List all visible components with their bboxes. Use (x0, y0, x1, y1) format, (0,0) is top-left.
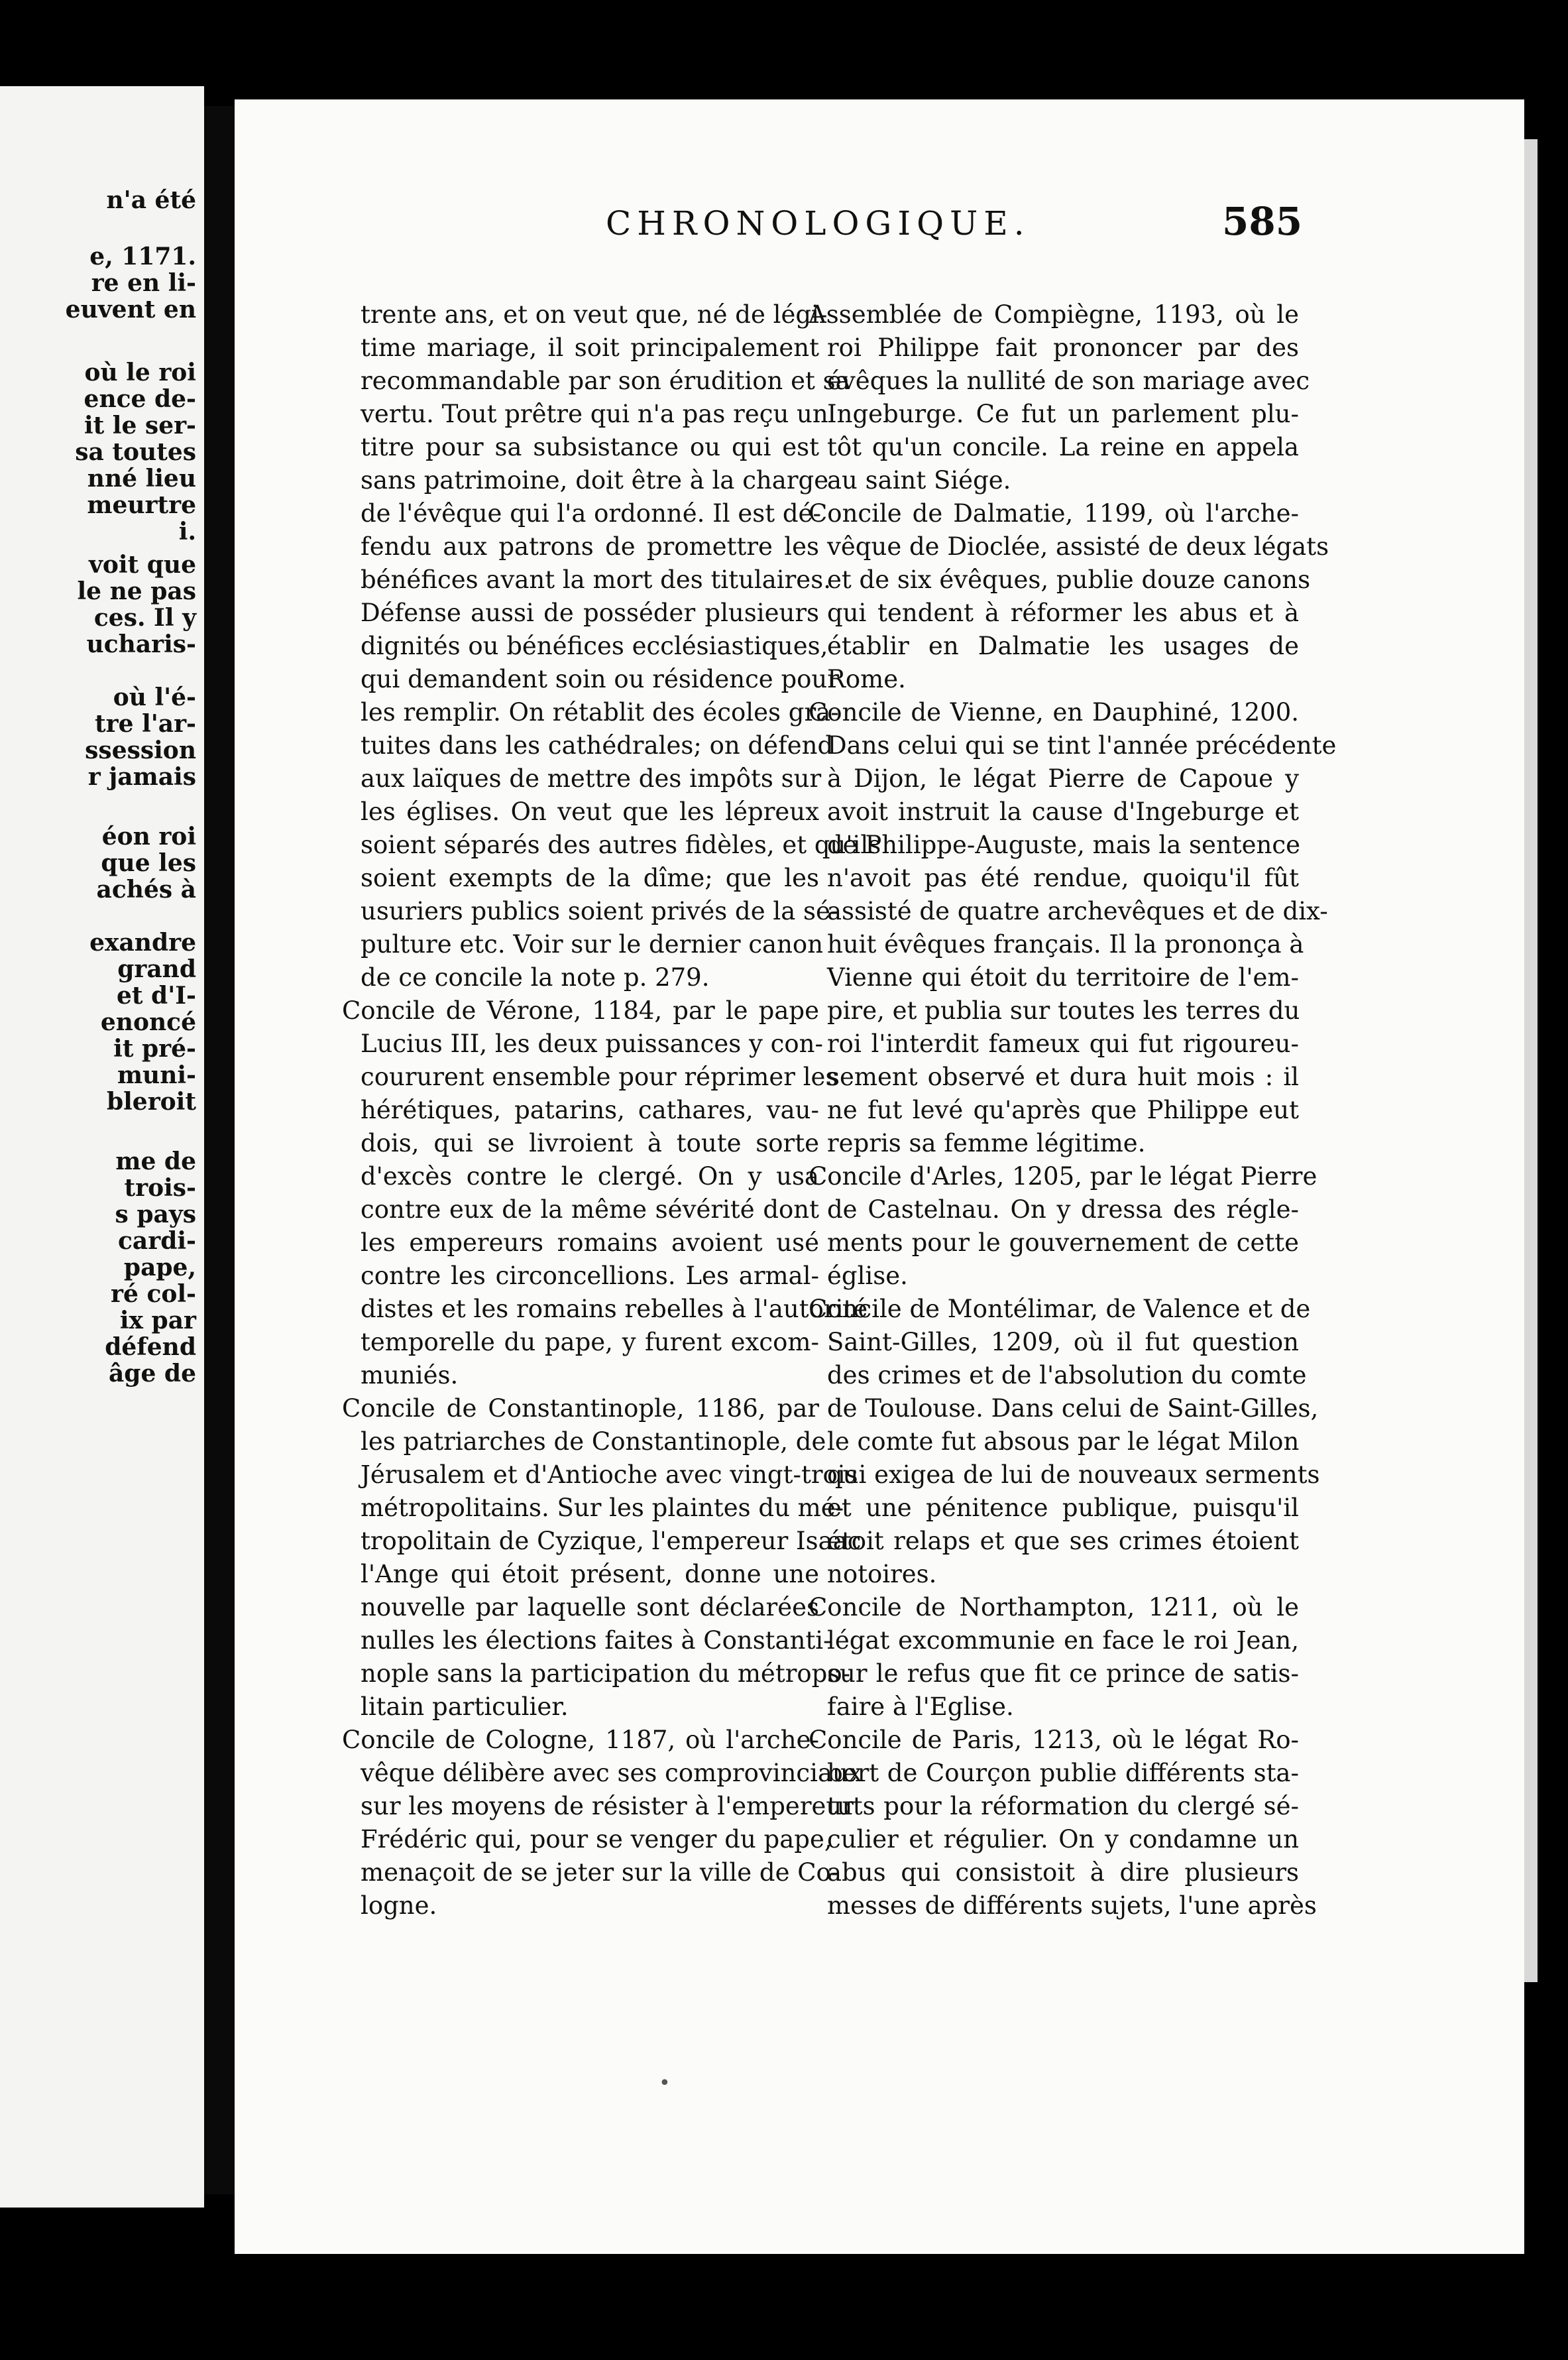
text-line: d'excès contre le clergé. On y usa (361, 1162, 819, 1191)
text-line: culier et régulier. On y condamne un (827, 1825, 1299, 1854)
left-page-fragment: grand (117, 955, 196, 983)
text-line: repris sa femme légitime. (827, 1129, 1146, 1157)
text-line: Concile d'Arles, 1205, par le légat Pierre (809, 1162, 1317, 1191)
text-line: notoires. (827, 1560, 937, 1588)
text-line: de Castelnau. On y dressa des régle- (827, 1195, 1299, 1224)
left-page-fragment: tre l'ar- (95, 710, 196, 738)
text-line: sans patrimoine, doit être à la charge (361, 466, 829, 495)
text-line: Ingeburge. Ce fut un parlement plu- (827, 400, 1299, 428)
text-line: nouvelle par laquelle sont déclarées (361, 1593, 819, 1622)
left-page-fragment: re en li- (91, 269, 196, 297)
text-line: vertu. Tout prêtre qui n'a pas reçu un (361, 400, 828, 428)
text-line: église. (827, 1262, 908, 1290)
left-page-fragment: muni- (117, 1061, 196, 1089)
text-line: tropolitain de Cyzique, l'empereur Isaac (361, 1527, 862, 1555)
text-line: établir en Dalmatie les usages de (827, 632, 1299, 660)
left-page-fragment: enoncé (100, 1008, 196, 1036)
text-line: hérétiques, patarins, cathares, vau- (361, 1096, 819, 1124)
left-page-fragment: ucharis- (86, 630, 196, 658)
text-line: huit évêques français. Il la prononça à (827, 930, 1304, 959)
text-line: Concile de Cologne, 1187, où l'arche- (342, 1726, 819, 1754)
text-line: tuites dans les cathédrales; on défend (361, 731, 834, 760)
text-line: pire, et publia sur toutes les terres du (827, 996, 1300, 1025)
text-line: menaçoit de se jeter sur la ville de Co- (361, 1858, 840, 1887)
left-page-fragment: meurtre (87, 491, 196, 519)
left-page-fragment: que les (101, 849, 196, 877)
text-line: de Philippe-Auguste, mais la sentence (827, 831, 1300, 859)
left-page-fragment: ré col- (111, 1280, 196, 1308)
text-line: Lucius III, les deux puissances y con- (361, 1030, 823, 1058)
left-page-fragment: bleroit (106, 1088, 196, 1116)
text-line: ments pour le gouvernement de cette (827, 1228, 1299, 1257)
concile-entry (809, 1293, 1320, 1591)
text-line: sur les moyens de résister à l'empereur (361, 1792, 854, 1820)
text-line: de ce concile la note p. 279. (361, 963, 710, 992)
text-line: aux laïques de mettre des impôts sur (361, 764, 822, 793)
text-line: les patriarches de Constantinople, de (361, 1427, 826, 1456)
text-line: les églises. On veut que les lépreux (361, 797, 819, 826)
text-line: litain particulier. (361, 1692, 569, 1721)
text-line: tuts pour la réformation du clergé sé- (827, 1792, 1299, 1820)
running-head: CHRONOLOGIQUE. (606, 204, 1031, 243)
text-column-left (342, 298, 881, 1922)
left-page-fragment: it le ser- (84, 412, 196, 440)
text-line: les empereurs romains avoient usé (361, 1228, 819, 1257)
footer-mark: • (659, 2072, 671, 2095)
text-line: bert de Courçon publie différents sta- (827, 1759, 1299, 1787)
text-line: Rome. (827, 665, 906, 693)
text-line: n'avoit pas été rendue, quoiqu'il fût (827, 864, 1299, 892)
concile-entry (809, 1724, 1317, 1922)
text-line: évêques la nullité de son mariage avec (827, 367, 1310, 395)
left-page-fragment: achés à (96, 876, 196, 904)
left-page-fragment: ces. Il y (93, 604, 196, 632)
text-line: coururent ensemble pour réprimer les (361, 1063, 838, 1091)
left-page-fragment: éon roi (101, 823, 196, 851)
text-line: muniés. (361, 1361, 459, 1389)
text-line: Concile de Vienne, en Dauphiné, 1200. (809, 698, 1299, 727)
text-line: Saint-Gilles, 1209, où il fut question (827, 1328, 1299, 1356)
text-line: sur le refus que fit ce prince de satis- (827, 1659, 1299, 1688)
text-line: qui exigea de lui de nouveaux serments (827, 1460, 1320, 1489)
paragraph (342, 298, 881, 994)
left-page-fragment: trois- (124, 1174, 196, 1202)
left-page-fragment: n'a été (106, 186, 196, 214)
left-page-fragment: ix par (119, 1307, 196, 1334)
text-line: vêque de Dioclée, assisté de deux légats (827, 532, 1329, 561)
text-line: avoit instruit la cause d'Ingeburge et (827, 797, 1299, 826)
text-line: trente ans, et on veut que, né de légi- (361, 300, 828, 329)
concile-entry (809, 1160, 1317, 1293)
text-line: temporelle du pape, y furent excom- (361, 1328, 819, 1356)
left-page-fragment: voit que (88, 551, 196, 579)
concile-entry (809, 298, 1310, 497)
text-line: usuriers publics soient privés de la sé- (361, 897, 839, 925)
text-line: fendu aux patrons de promettre les (361, 532, 819, 561)
left-page-fragment: nné lieu (87, 465, 196, 493)
left-page-fragment: et d'I- (116, 982, 196, 1010)
page-number: 585 (1222, 199, 1303, 244)
text-line: abus qui consistoit à dire plusieurs (827, 1858, 1299, 1887)
left-page-fragment: sa toutes (75, 438, 196, 466)
text-line: ne fut levé qu'après que Philippe eut (827, 1096, 1299, 1124)
left-page-fragment: ssession (85, 737, 196, 764)
text-line: soient séparés des autres fidèles, et qu'ils (361, 831, 881, 859)
left-page-fragment: le ne pas (77, 577, 196, 605)
text-line: Concile de Montélimar, de Valence et de (809, 1295, 1311, 1323)
text-line: Concile de Paris, 1213, où le légat Ro- (809, 1726, 1299, 1754)
page-edge (1524, 139, 1538, 1982)
left-page-fragment: me de (115, 1148, 196, 1175)
text-line: logne. (361, 1891, 437, 1920)
text-line: distes et les romains rebelles à l'autorité (361, 1295, 868, 1323)
text-line: de Toulouse. Dans celui de Saint-Gilles, (827, 1394, 1319, 1423)
text-line: soient exempts de la dîme; que les (361, 864, 819, 892)
text-line: titre pour sa subsistance ou qui est (361, 433, 819, 461)
text-line: bénéfices avant la mort des titulaires. (361, 565, 831, 594)
text-line: roi l'interdit fameux qui fut rigoureu- (827, 1030, 1299, 1058)
text-line: Dans celui qui se tint l'année précédente (827, 731, 1337, 760)
text-line: qui tendent à réformer les abus et à (827, 599, 1299, 627)
text-line: dois, qui se livroient à toute sorte (361, 1129, 819, 1157)
text-line: Concile de Vérone, 1184, par le pape (342, 996, 819, 1025)
text-line: Concile de Northampton, 1211, où le (809, 1593, 1299, 1622)
text-line: assisté de quatre archevêques et de dix- (827, 897, 1328, 925)
text-line: contre les circoncellions. Les armal- (361, 1262, 819, 1290)
text-line: time mariage, il soit principalement (361, 333, 819, 362)
text-line: et de six évêques, publie douze canons (827, 565, 1311, 594)
left-page-fragment: où le roi (84, 359, 196, 386)
text-line: étoit relaps et que ses crimes étoient (827, 1527, 1299, 1555)
text-line: le comte fut absous par le légat Milon (827, 1427, 1300, 1456)
left-page-fragment: euvent en (65, 296, 196, 324)
left-page-fragment: r jamais (87, 763, 196, 791)
text-line: nople sans la participation du métropo- (361, 1659, 851, 1688)
text-line: au saint Siége. (827, 466, 1011, 495)
left-page-fragment: où l'é- (113, 683, 196, 711)
concile-entry (809, 696, 1337, 1160)
text-line: Concile de Constantinople, 1186, par (342, 1394, 819, 1423)
text-line: les remplir. On rétablit des écoles gra- (361, 698, 839, 727)
text-line: Défense aussi de posséder plusieurs (361, 599, 819, 627)
text-line: contre eux de la même sévérité dont (361, 1195, 819, 1224)
text-line: dignités ou bénéfices ecclésiastiques, (361, 632, 828, 660)
text-line: Frédéric qui, pour se venger du pape, (361, 1825, 832, 1854)
concile-entry (342, 1392, 862, 1724)
text-line: recommandable par son érudition et sa (361, 367, 850, 395)
text-line: roi Philippe fait prononcer par des (827, 333, 1299, 362)
left-page-fragment: i. (178, 518, 196, 546)
previous-page-fragment (0, 86, 204, 2208)
concile-entry (342, 1724, 862, 1922)
text-line: tôt qu'un concile. La reine en appela (827, 433, 1299, 461)
left-page-fragment: âge de (108, 1360, 196, 1387)
text-line: sement observé et dura huit mois : il (827, 1063, 1299, 1091)
text-line: et une pénitence publique, puisqu'il (827, 1494, 1299, 1522)
text-column-right (809, 298, 1337, 1922)
text-line: qui demandent soin ou résidence pour (361, 665, 839, 693)
book-gutter (204, 106, 235, 2194)
text-line: Vienne qui étoit du territoire de l'em- (827, 963, 1299, 992)
text-line: messes de différents sujets, l'une après (827, 1891, 1317, 1920)
text-line: légat excommunie en face le roi Jean, (827, 1626, 1299, 1655)
left-page-fragment: ence de- (84, 385, 196, 413)
text-line: vêque délibère avec ses comprovinciaux (361, 1759, 862, 1787)
text-line: Jérusalem et d'Antioche avec vingt-trois (361, 1460, 858, 1489)
text-line: l'Ange qui étoit présent, donne une (361, 1560, 819, 1588)
text-line: Assemblée de Compiègne, 1193, où le (809, 300, 1299, 329)
left-page-fragment: cardi- (117, 1227, 196, 1255)
text-line: faire à l'Eglise. (827, 1692, 1014, 1721)
concile-entry (809, 1591, 1299, 1724)
text-line: pulture etc. Voir sur le dernier canon (361, 930, 824, 959)
left-page-fragment: pape, (123, 1254, 196, 1281)
left-page-fragment: s pays (115, 1201, 196, 1228)
text-line: des crimes et de l'absolution du comte (827, 1361, 1307, 1389)
text-line: Concile de Dalmatie, 1199, où l'arche- (809, 499, 1299, 528)
left-page-fragment: it pré- (113, 1035, 196, 1063)
concile-entry (809, 497, 1329, 696)
left-page-fragment: e, 1171. (89, 243, 196, 270)
book-page (235, 99, 1524, 2254)
text-line: à Dijon, le légat Pierre de Capoue y (827, 764, 1299, 793)
left-page-fragment: défend (105, 1333, 196, 1361)
text-line: nulles les élections faites à Constanti- (361, 1626, 832, 1655)
text-line: de l'évêque qui l'a ordonné. Il est dé- (361, 499, 821, 528)
left-page-fragment: exandre (89, 929, 196, 957)
text-line: métropolitains. Sur les plaintes du mé- (361, 1494, 844, 1522)
